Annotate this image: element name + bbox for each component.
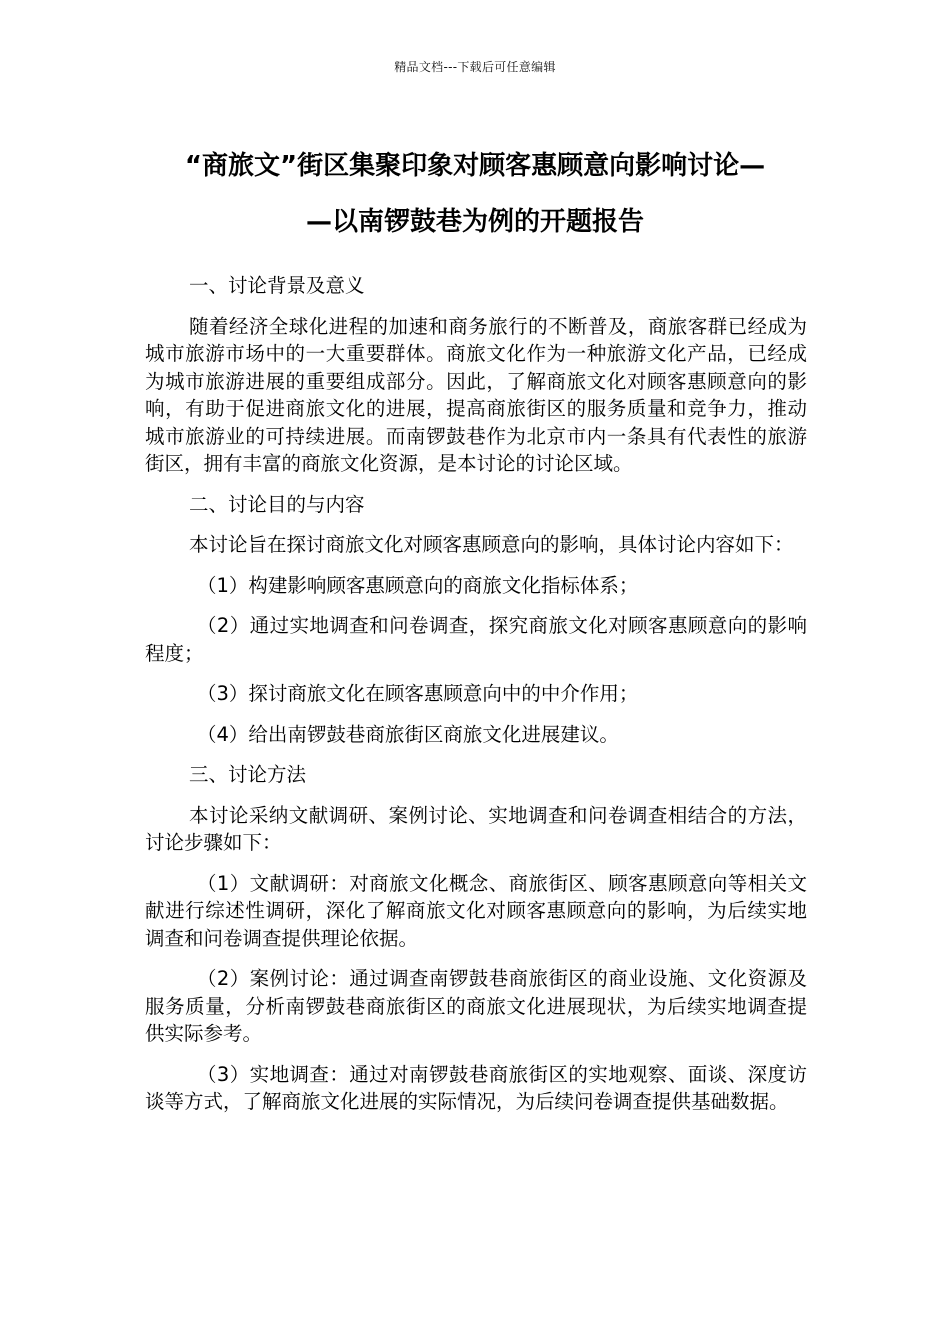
- document-body: [145, 272, 807, 1129]
- purpose-item: （2）通过实地调查和问卷调查，探究商旅文化对顾客惠顾意向的影响程度；: [145, 614, 807, 665]
- section-heading-background: 一、讨论背景及意义: [189, 274, 365, 297]
- methods-intro: 本讨论采纳文献调研、案例讨论、实地调查和问卷调查相结合的方法，讨论步骤如下：: [145, 803, 807, 854]
- methods-item: （2）案例讨论：通过调查南锣鼓巷商旅街区的商业设施、文化资源及服务质量，分析南锣鼓巷商旅街区的商旅文化进展现状，为后续实地调查提供实际参考。: [145, 967, 807, 1045]
- methods-item: （3）实地调查：通过对南锣鼓巷商旅街区的实地观察、面谈、深度访谈等方式，了解商旅文化进展的实际情况，为后续问卷调查提供基础数据。: [145, 1062, 807, 1113]
- purpose-intro: 本讨论旨在探讨商旅文化对顾客惠顾意向的影响，具体讨论内容如下：: [189, 533, 794, 556]
- purpose-item: （3）探讨商旅文化在顾客惠顾意向中的中介作用；: [197, 682, 639, 705]
- document-title: [120, 138, 830, 250]
- page-header-watermark: 精品文档---下载后可任意编辑: [394, 60, 556, 74]
- purpose-item: （4）给出南锣鼓巷商旅街区商旅文化进展建议。: [197, 722, 619, 746]
- background-paragraph: 随着经济全球化进程的加速和商务旅行的不断普及，商旅客群已经成为城市旅游市场中的一大重要群体。商旅文化作为一种旅游文化产品，已经成为城市旅游进展的重要组成部分。因此，了解商旅文化对顾客惠顾意向的影响，有助于促进商旅文化的进展，提高商旅街区的服务质量和竞争力，推动城市旅游业的可持续进展。而南锣鼓巷作为北京市内一条具有代表性的旅游街区，拥有丰富的商旅文化资源，是本讨论的讨论区域。: [145, 314, 807, 475]
- section-heading-methods: 三、讨论方法: [189, 763, 307, 786]
- purpose-item: （1）构建影响顾客惠顾意向的商旅文化指标体系；: [197, 573, 639, 597]
- section-heading-purpose: 二、讨论目的与内容: [189, 492, 365, 516]
- title-line-1: “商旅文”街区集聚印象对顾客惠顾意向影响讨论—: [184, 151, 766, 181]
- methods-item: （1）文献调研：对商旅文化概念、商旅街区、顾客惠顾意向等相关文献进行综述性调研，深化了解商旅文化对顾客惠顾意向的影响，为后续实地调查和问卷调查提供理论依据。: [145, 871, 807, 950]
- title-line-2: —以南锣鼓巷为例的开题报告: [305, 207, 644, 237]
